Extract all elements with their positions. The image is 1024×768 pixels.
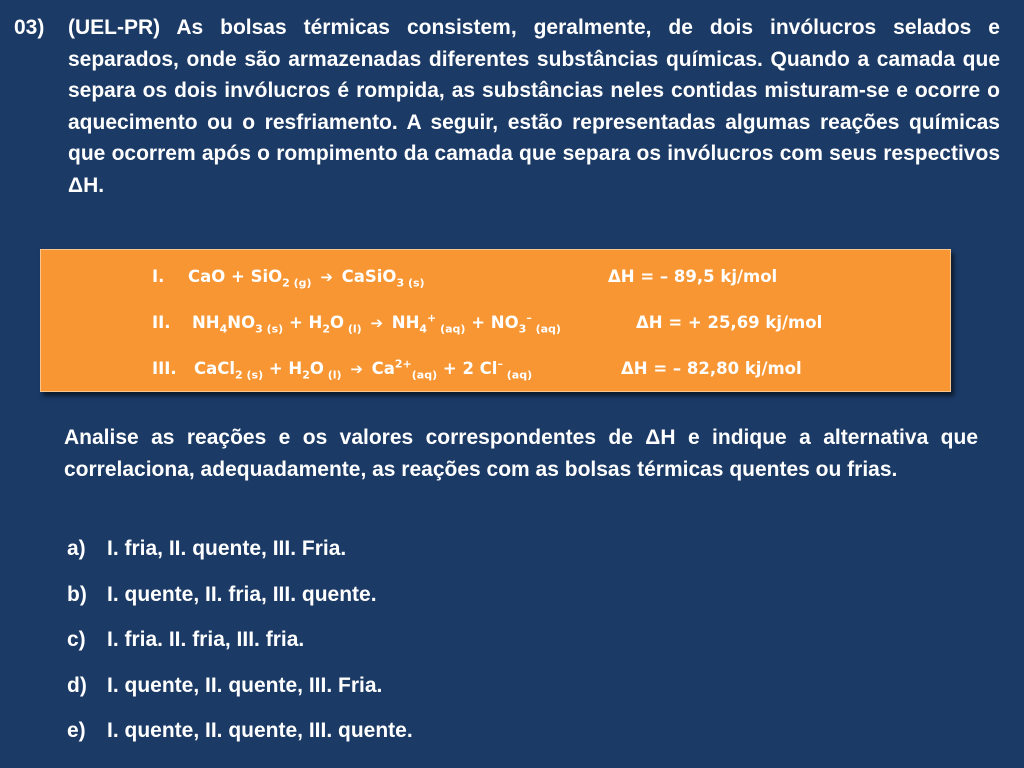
option-d[interactable] — [67, 670, 413, 716]
answer-options — [67, 533, 413, 761]
option-letter: c) — [67, 628, 86, 651]
option-letter: d) — [67, 673, 87, 697]
option-text: I. fria, II. quente, III. Fria. — [107, 537, 347, 560]
reaction-3-label: III. — [152, 359, 177, 378]
question-number: 03) — [14, 16, 45, 39]
question-block — [14, 12, 1000, 201]
option-text: I. quente, II. fria, III. quente. — [107, 582, 377, 606]
instruction-text: Analise as reações e os valores correspondentes de ΔH e indique a alternativa que correlaciona, adequadamente, as reações com as bolsas térmicas quentes ou frias. — [64, 426, 978, 481]
question-text: (UEL-PR) As bolsas térmicas consistem, geralmente, de dois invólucros selados e separados, onde são armazenadas diferentes substâncias químicas. Quando a camada que separa os dois invólucros é rompida, as substâncias neles contidas misturam-se e ocorre o aquecimento ou o resfriamento. A seguir, estão representadas algumas reações químicas que ocorrem após o rompimento da camada que separa os invólucros com seus respectivos ΔH. — [68, 16, 1000, 197]
option-c[interactable] — [67, 624, 413, 670]
option-e[interactable] — [67, 715, 413, 761]
reaction-1-enthalpy: ΔH = – 89,5 kj/mol — [608, 267, 778, 286]
option-letter: b) — [67, 582, 87, 606]
reaction-1-equation: CaO + SiO$_2$ $_{(g)}$ ➔ CaSiO$_3$ $_{(s)}$ — [188, 262, 425, 292]
reaction-2-equation: $NH_4NO_3$ $_{(s)} + H_2O$ $_{(l)}$ ➔ $NH_4^+$ $_{(aq)} + NO_3^-$ $_{(aq)}$ — [192, 308, 561, 338]
option-text: I. quente, II. quente, III. Fria. — [107, 673, 383, 697]
reaction-3-equation: CaCl$_2$ $_{(s)} + H_2O$ $_{(l)}$ ➔ $Ca^{2+}_{(aq)} + 2$ Cl– $_{(aq)}$ — [194, 354, 532, 384]
option-letter: e) — [67, 719, 86, 742]
reaction-3-enthalpy: ΔH = – 82,80 kj/mol — [621, 359, 802, 378]
option-a[interactable] — [67, 533, 413, 579]
option-letter: a) — [67, 537, 86, 560]
arrow-right-icon: ➔ — [350, 360, 363, 378]
reaction-1-label: I. — [152, 267, 165, 286]
arrow-right-icon: ➔ — [320, 268, 333, 286]
arrow-right-icon: ➔ — [370, 314, 384, 332]
option-b[interactable] — [67, 579, 413, 625]
reaction-2-label: II. — [152, 313, 171, 332]
reaction-2-enthalpy: ΔH = + 25,69 kj/mol — [636, 313, 823, 332]
option-text: I. quente, II. quente, III. quente. — [107, 719, 413, 742]
reactions-box — [40, 249, 951, 392]
option-text: I. fria. II. fria, III. fria. — [107, 628, 305, 651]
